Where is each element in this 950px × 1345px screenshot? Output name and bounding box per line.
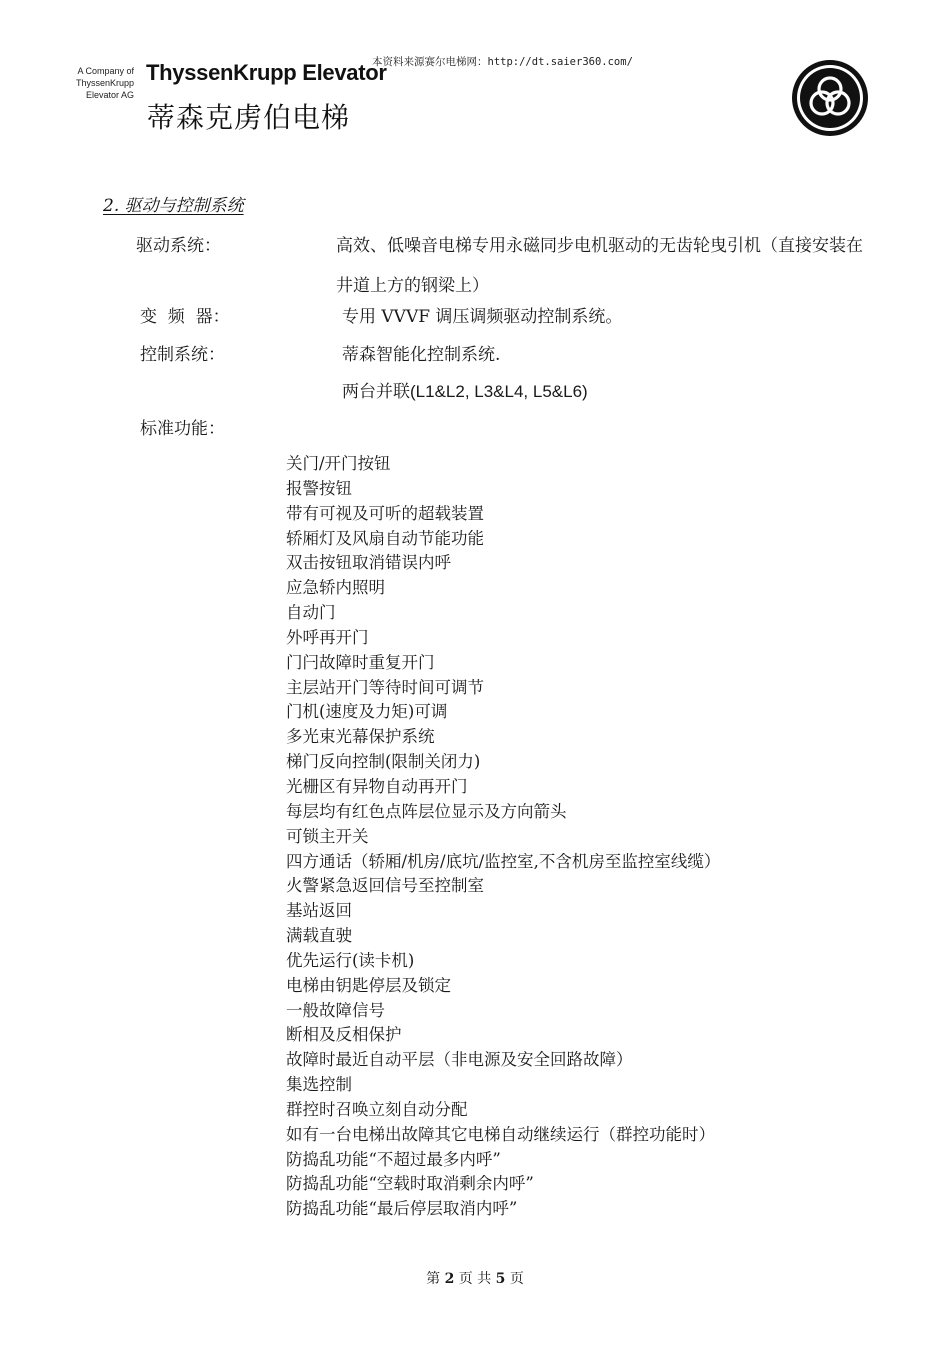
list-item: 每层均有红色点阵层位显示及方向箭头 xyxy=(286,801,567,821)
list-item: 带有可视及可听的超载装置 xyxy=(286,503,484,523)
list-item: 满载直驶 xyxy=(286,926,352,946)
inverter-label: 变 频 器： xyxy=(140,307,230,327)
page-suffix: 页 xyxy=(509,1271,524,1287)
list-item: 双击按钮取消错误内呼 xyxy=(286,553,451,573)
drive-system-label: 驱动系统： xyxy=(136,236,221,256)
list-item: 火警紧急返回信号至控制室 xyxy=(286,876,484,896)
company-of-text: A Company of ThyssenKrupp Elevator AG xyxy=(75,66,134,100)
list-item: 基站返回 xyxy=(286,901,352,921)
list-item: 电梯由钥匙停层及锁定 xyxy=(286,975,451,995)
list-item: 门机(速度及力矩)可调 xyxy=(286,702,448,722)
list-item: 优先运行(读卡机) xyxy=(286,950,415,970)
parallel-groups xyxy=(342,377,588,402)
list-item: 关门/开门按钮 xyxy=(286,454,391,473)
drive-system-value: 高效、低噪音电梯专用永磁同步电机驱动的无齿轮曳引机（直接安装在井道上方的钢梁上） xyxy=(336,236,863,296)
list-item: 报警按钮 xyxy=(286,478,352,498)
list-item: 集选控制 xyxy=(286,1075,352,1095)
standard-functions-label: 标准功能： xyxy=(140,419,225,439)
list-item: 多光束光幕保护系统 xyxy=(286,727,435,747)
feature-list xyxy=(286,452,720,1222)
thyssenkrupp-logo-icon xyxy=(790,58,870,138)
page-number xyxy=(0,1268,950,1288)
brand-name-cn: 蒂森克虏伯电梯 xyxy=(147,101,351,134)
control-system-value: 蒂森智能化控制系统. xyxy=(342,345,501,365)
control-system-label: 控制系统： xyxy=(140,345,225,365)
list-item: 可锁主开关 xyxy=(286,826,369,846)
current-page: 2 xyxy=(444,1271,455,1287)
page-middle: 页 共 xyxy=(458,1271,492,1287)
list-item: 梯门反向控制(限制关闭力) xyxy=(286,752,481,772)
list-item: 主层站开门等待时间可调节 xyxy=(286,677,484,697)
list-item: 如有一台电梯出故障其它电梯自动继续运行（群控功能时） xyxy=(286,1124,715,1144)
list-item: 光栅区有异物自动再开门 xyxy=(286,776,468,796)
list-item: 防捣乱功能“空载时取消剩余内呼” xyxy=(286,1174,534,1194)
source-note: 本资料来源赛尔电梯网：http://dt.saier360.com/ xyxy=(372,56,633,68)
parallel-groups-latin: (L1&L2, L3&L4, L5&L6) xyxy=(410,382,588,401)
list-item: 群控时召唤立刻自动分配 xyxy=(286,1099,468,1119)
list-item: 四方通话（轿厢/机房/底坑/监控室,不含机房至监控室线缆） xyxy=(286,851,721,871)
list-item: 故障时最近自动平层（非电源及安全回路故障） xyxy=(286,1050,633,1070)
list-item: 断相及反相保护 xyxy=(286,1025,402,1045)
inverter-value: 专用 VVVF 调压调频驱动控制系统。 xyxy=(342,307,623,327)
total-pages: 5 xyxy=(495,1271,506,1287)
page-prefix: 第 xyxy=(426,1271,441,1287)
list-item: 轿厢灯及风扇自动节能功能 xyxy=(286,528,484,548)
list-item: 自动门 xyxy=(286,603,336,623)
list-item: 外呼再开门 xyxy=(286,627,369,647)
section-title: 2. 驱动与控制系统 xyxy=(103,196,244,216)
list-item: 门闩故障时重复开门 xyxy=(286,652,435,672)
list-item: 防捣乱功能“不超过最多内呼” xyxy=(286,1149,501,1169)
brand-name-en: ThyssenKrupp Elevator xyxy=(146,60,387,85)
list-item: 防捣乱功能“最后停层取消内呼” xyxy=(286,1199,518,1219)
list-item: 一般故障信号 xyxy=(286,1000,385,1020)
parallel-groups-cn: 两台并联 xyxy=(342,382,410,402)
list-item: 应急轿内照明 xyxy=(286,578,385,598)
